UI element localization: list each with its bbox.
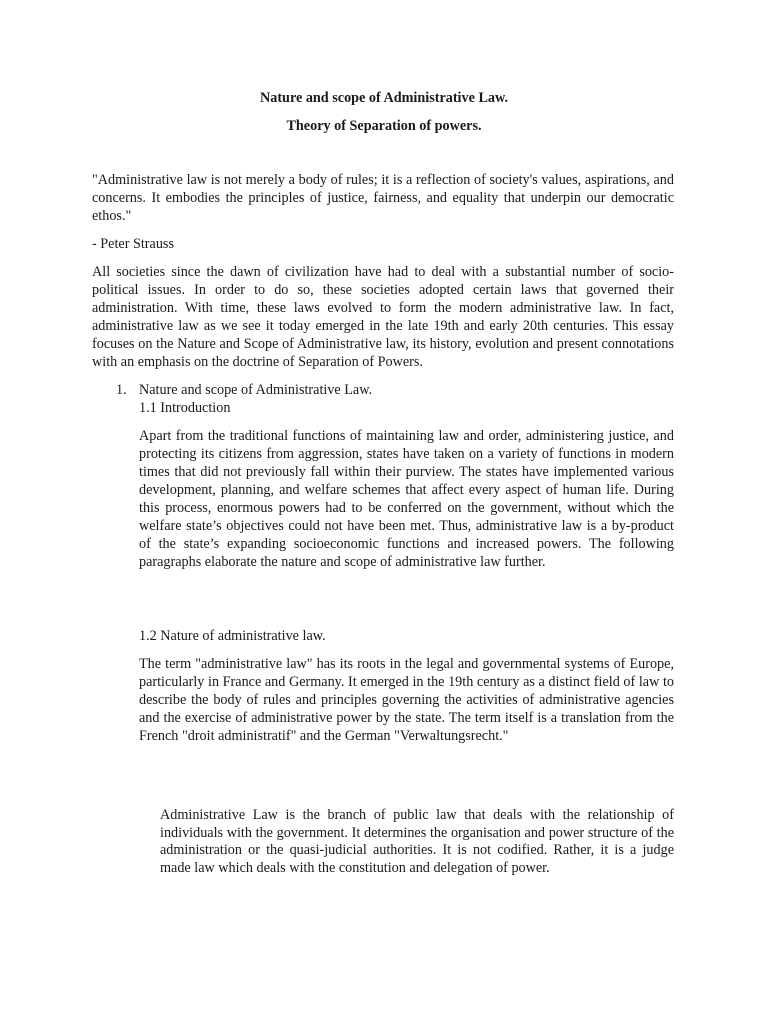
- nature-paragraph: The term "administrative law" has its roots in the legal and governmental systems of Europe, particularly in France and Germany. It emerged in the 19th century as a distinct field of law to describe the body of rules and principles governing the activities of administrative agencies and the exercise of administrative power by the state. The term itself is a translation from the French "droit administratif" and the German "Verwaltungsrecht.": [139, 656, 674, 744]
- section-heading: Nature and scope of Administrative Law.: [139, 382, 373, 398]
- definition-paragraph: Administrative Law is the branch of public law that deals with the relationship of individuals with the government. It determines the organisation and power structure of the administration or the quasi-judicial authorities. It is not codified. Rather, it is a judge made law which deals with the constitution and delegation of power.: [160, 807, 674, 876]
- opening-quote: "Administrative law is not merely a body of rules; it is a reflection of society's values, aspirations, and concerns. It embodies the principles of justice, fairness, and equality that underpin our democratic ethos.": [92, 172, 674, 224]
- document-subtitle: Theory of Separation of powers.: [286, 118, 482, 134]
- quote-author: - Peter Strauss: [92, 236, 174, 252]
- subsection-heading-introduction: 1.1 Introduction: [139, 400, 231, 416]
- document-title: Nature and scope of Administrative Law.: [259, 90, 509, 106]
- intro-paragraph: All societies since the dawn of civilization have had to deal with a substantial number of socio-political issues. In order to do so, these societies adopted certain laws that governed their administration. With time, these laws evolved to form the modern administrative law. In fact, administrative law as we see it today emerged in the late 19th and early 20th centuries. This essay focuses on the Nature and Scope of Administrative law, its history, evolution and present connotations with an emphasis on the doctrine of Separation of Powers.: [92, 264, 674, 370]
- introduction-paragraph: Apart from the traditional functions of maintaining law and order, administering justice, and protecting its citizens from aggression, states have taken on a variety of functions in modern times that did not previously fall within their purview. The states have implemented various development, planning, and welfare schemes that affect every aspect of human life. During this process, enormous powers had to be conferred on the government, without which the welfare state’s objectives could not have been met. Thus, administrative law is a by-product of the state’s expanding socioeconomic functions and increased powers. The following paragraphs elaborate the nature and scope of administrative law further.: [139, 428, 674, 570]
- subsection-heading-nature: 1.2 Nature of administrative law.: [139, 628, 326, 644]
- section-number: 1.: [116, 382, 127, 398]
